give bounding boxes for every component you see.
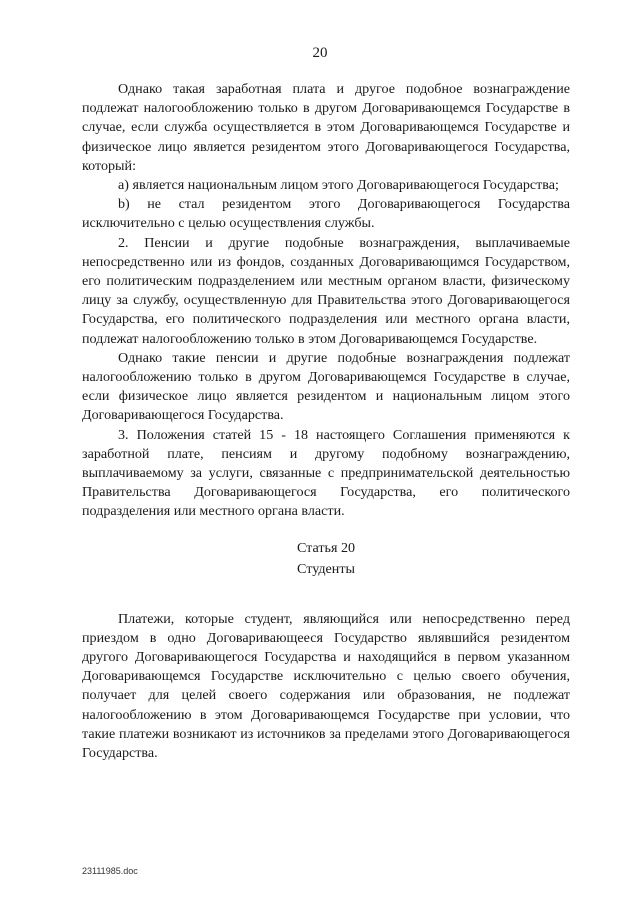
paragraph-students: Платежи, которые студент, являющийся или непосредственно перед приездом в одно Договаривающееся Государство являвшийся резидентом другого Договаривающегося Государства и находящийся в первом указанном Договаривающемся Государстве исключительно с целью своего обучения, получает для целей своего содержания или образования, не подлежат налогообложению в этом Договаривающемся Государстве при условии, что такие платежи возникают из источников за пределами этого Договаривающегося Государства.: [82, 610, 570, 762]
page-number: 20: [312, 45, 328, 61]
paragraph-pensions-exception: Однако такие пенсии и другие подобные вознаграждения подлежат налогообложению только в другом Договаривающемся Государстве в случае, если физическое лицо является резидентом и национальным лицом этого Договаривающегося Государства.: [82, 349, 570, 424]
paragraph-pensions: 2. Пенсии и другие подобные вознаграждения, выплачиваемые непосредственно или из фондов, созданных Договаривающимся Государством, его политическим подразделением или местным органом власти, физическому лицу за службу, осуществленную для Правительства этого Договаривающегося Государства, его политического подразделения или местного органа власти, подлежат налогообложению только в этом Договаривающемся Государстве.: [82, 234, 570, 347]
document-body: [82, 80, 570, 763]
footer-filename: 23111985.doc: [82, 866, 138, 876]
paragraph-condition-a: a) является национальным лицом этого Договаривающегося Государства;: [118, 177, 559, 194]
paragraph-condition-b: b) не стал резидентом этого Договаривающегося Государства исключительно с целью осуществления службы.: [82, 196, 570, 232]
article-number: Статья 20: [296, 539, 356, 556]
paragraph-articles-15-18: 3. Положения статей 15 - 18 настоящего Соглашения применяются к заработной плате, пенсиям и другому подобному вознаграждению, выплачиваемому за услуги, связанные с предпринимательской деятельностью Правительства Договаривающегося Государства, его политического подразделения или местного органа власти.: [82, 426, 570, 520]
paragraph-salary-taxation: Однако такая заработная плата и другое подобное вознаграждение подлежат налогообложению только в другом Договаривающемся Государстве в случае, если служба осуществляется в этом Договаривающемся Государстве и физическое лицо является резидентом этого Договаривающегося Государства, который:: [82, 81, 570, 174]
article-title: Студенты: [297, 560, 355, 577]
article-heading: [82, 538, 570, 580]
